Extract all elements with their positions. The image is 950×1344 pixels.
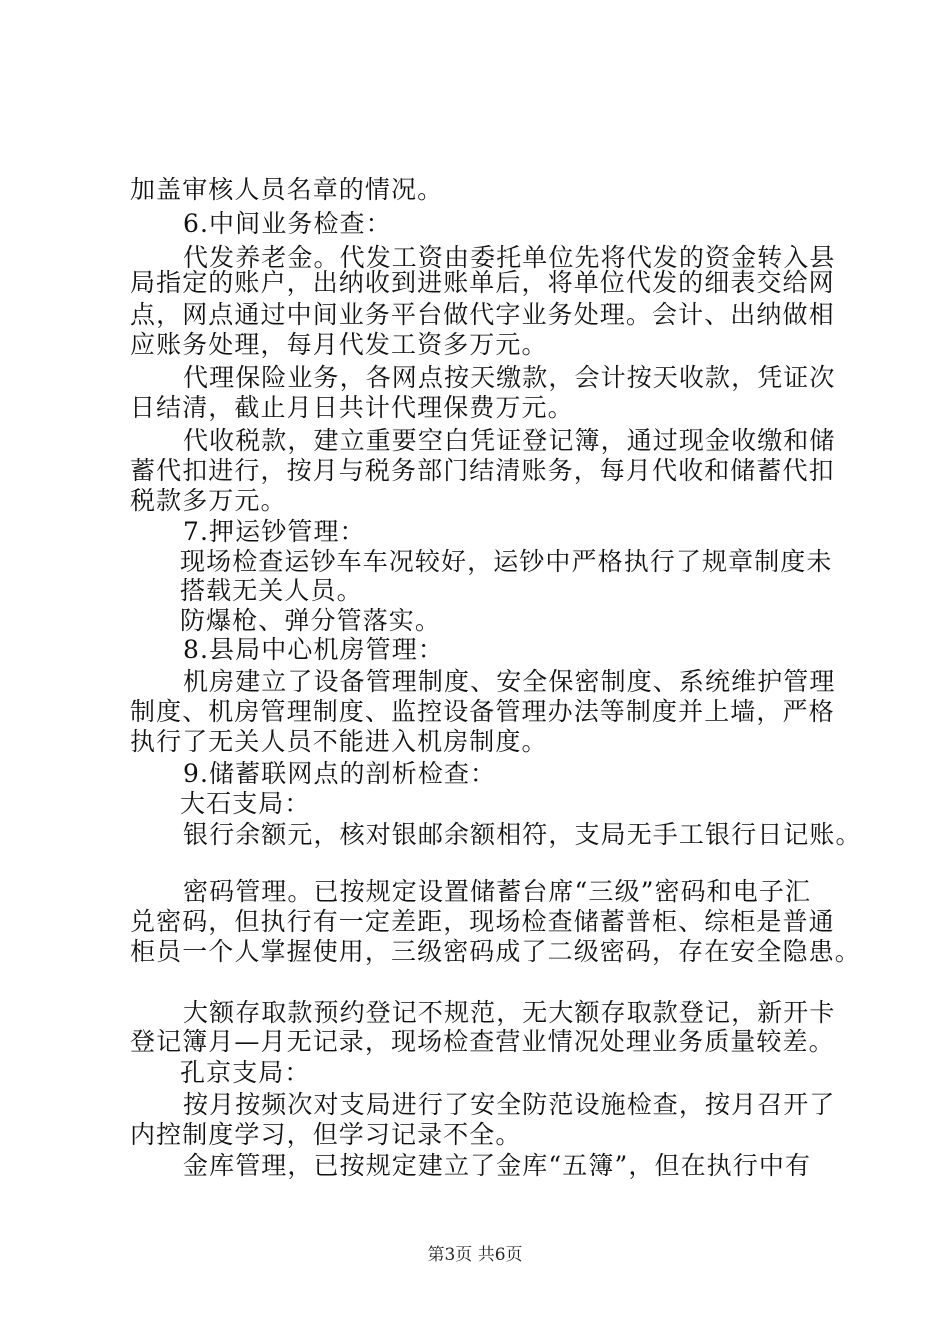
page-number-footer: 第3页 共6页 xyxy=(427,1245,523,1265)
text-line: 局指定的账户，出纳收到进账单后，将单位代发的细表交给网 xyxy=(130,268,835,297)
text-line: 大额存取款预约登记不规范，无大额存取款登记，新开卡 xyxy=(183,998,836,1027)
text-line: 代发养老金。代发工资由委托单位先将代发的资金转入县 xyxy=(183,243,836,272)
text-line: 应账务处理，每月代发工资多万元。 xyxy=(130,330,548,359)
text-line: 税款多万元。 xyxy=(130,486,287,515)
section-heading: 7.押运钞管理： xyxy=(183,517,366,546)
text-line: 执行了无关人员不能进入机房制度。 xyxy=(130,727,548,756)
subsection-heading: 大石支局： xyxy=(180,789,311,818)
text-line: 金库管理，已按规定建立了金库“五簿”，但在执行中有 xyxy=(183,1151,812,1180)
text-line: 制度、机房管理制度、监控设备管理办法等制度并上墙，严格 xyxy=(130,697,835,726)
text-line: 搭载无关人员。 xyxy=(180,576,363,605)
text-line: 登记簿月—月无记录，现场检查营业情况处理业务质量较差。 xyxy=(130,1027,835,1056)
text-line: 点，网点通过中间业务平台做代字业务处理。会计、出纳做相 xyxy=(130,300,835,329)
text-line: 加盖审核人员名章的情况。 xyxy=(130,175,444,204)
text-line: 代收税款，建立重要空白凭证登记簿，通过现金收缴和储 xyxy=(183,426,836,455)
section-heading: 9.储蓄联网点的剖析检查： xyxy=(183,759,497,788)
text-line: 内控制度学习，但学习记录不全。 xyxy=(130,1120,522,1149)
text-line: 柜员一个人掌握使用，三级密码成了二级密码，存在安全隐患。 xyxy=(130,937,861,966)
text-line: 机房建立了设备管理制度、安全保密制度、系统维护管理 xyxy=(183,667,836,696)
text-line: 密码管理。已按规定设置储蓄台席“三级”密码和电子汇 xyxy=(183,877,812,906)
section-heading: 6.中间业务检查： xyxy=(183,209,392,238)
text-line: 按月按频次对支局进行了安全防范设施检查，按月召开了 xyxy=(183,1090,836,1119)
text-line: 日结清，截止月日共计代理保费万元。 xyxy=(130,393,574,422)
text-line: 蓄代扣进行，按月与税务部门结清账务，每月代收和储蓄代扣 xyxy=(130,456,835,485)
section-heading: 8.县局中心机房管理： xyxy=(183,635,444,664)
text-line: 兑密码，但执行有一定差距，现场检查储蓄普柜、综柜是普通 xyxy=(130,907,835,936)
text-line: 代理保险业务，各网点按天缴款，会计按天收款，凭证次 xyxy=(183,363,836,392)
text-line: 防爆枪、弹分管落实。 xyxy=(180,606,442,635)
text-line: 银行余额元，核对银邮余额相符，支局无手工银行日记账。 xyxy=(183,820,862,849)
subsection-heading: 孔京支局： xyxy=(180,1058,311,1087)
text-line: 现场检查运钞车车况较好，运钞中严格执行了规章制度未 xyxy=(180,547,833,576)
